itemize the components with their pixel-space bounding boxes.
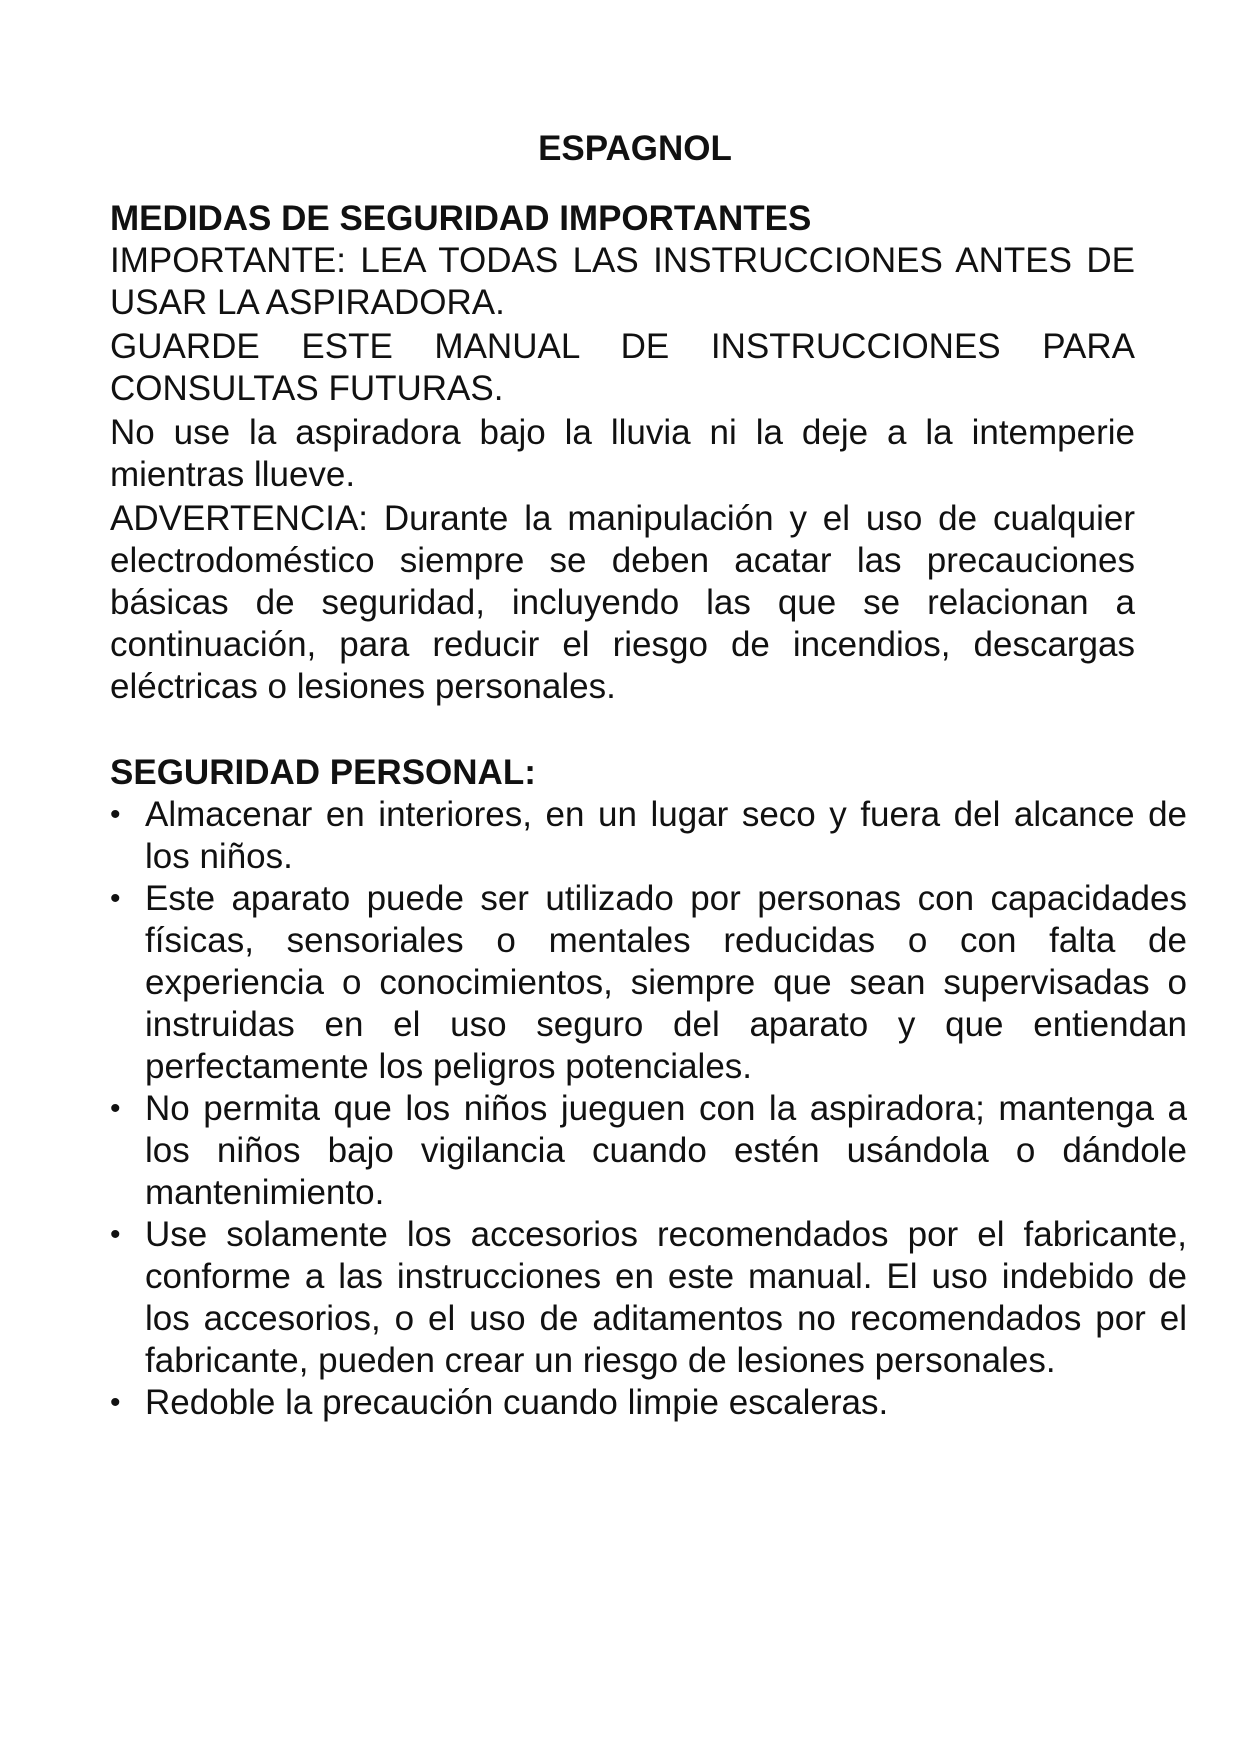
paragraph-keep-manual: GUARDE ESTE MANUAL DE INSTRUCCIONES PARA CONSULTAS FUTURAS. [110, 327, 1135, 408]
bullet-icon: • [110, 1218, 121, 1251]
paragraph-advertencia: ADVERTENCIA: Durante la manipulación y el uso de cualquier electrodoméstico siempre se deben acatar las precauciones básicas de seguridad, incluyendo las que se relacionan a continuación, para reducir el riesgo de incendios, descargas eléctricas o lesiones personales. [110, 499, 1135, 706]
bullet-icon: • [110, 882, 121, 915]
list-item-text: No permita que los niños jueguen con la aspiradora; mantenga a los niños bajo vigilancia cuando estén usándola o dándole mantenimiento. [145, 1089, 1187, 1212]
list-item-text: Almacenar en interiores, en un lugar seco y fuera del alcance de los niños. [145, 795, 1187, 876]
paragraph-rain-warning: No use la aspiradora bajo la lluvia ni la deje a la intemperie mientras llueve. [110, 413, 1135, 494]
bullet-icon: • [110, 1386, 121, 1419]
list-item [110, 794, 1187, 878]
language-title: ESPAGNOL [538, 129, 732, 168]
list-item-text: Use solamente los accesorios recomendados por el fabricante, conforme a las instrucciones en este manual. El uso indebido de los accesorios, o el uso de aditamentos no recomendados por el fabricante, pueden crear un riesgo de lesiones personales. [145, 1215, 1187, 1380]
section-heading-personal-safety: SEGURIDAD PERSONAL: [110, 753, 536, 792]
list-item [110, 878, 1187, 1088]
list-item [110, 1382, 1187, 1424]
paragraph-important: IMPORTANTE: LEA TODAS LAS INSTRUCCIONES ANTES DE USAR LA ASPIRADORA. [110, 241, 1135, 322]
list-item-text: Redoble la precaución cuando limpie escaleras. [145, 1383, 889, 1422]
main-heading: MEDIDAS DE SEGURIDAD IMPORTANTES [110, 199, 812, 238]
bullet-icon: • [110, 1092, 121, 1125]
list-item [110, 1214, 1187, 1382]
document-page [110, 128, 1187, 1424]
list-item-text: Este aparato puede ser utilizado por personas con capacidades físicas, sensoriales o mentales reducidas o con falta de experiencia o conocimientos, siempre que sean supervisadas o instruidas en el uso seguro del aparato y que entiendan perfectamente los peligros potenciales. [145, 879, 1187, 1086]
bullet-icon: • [110, 798, 121, 831]
section-spacer [110, 710, 1150, 752]
safety-bullet-list [110, 794, 1187, 1424]
list-item [110, 1088, 1187, 1214]
